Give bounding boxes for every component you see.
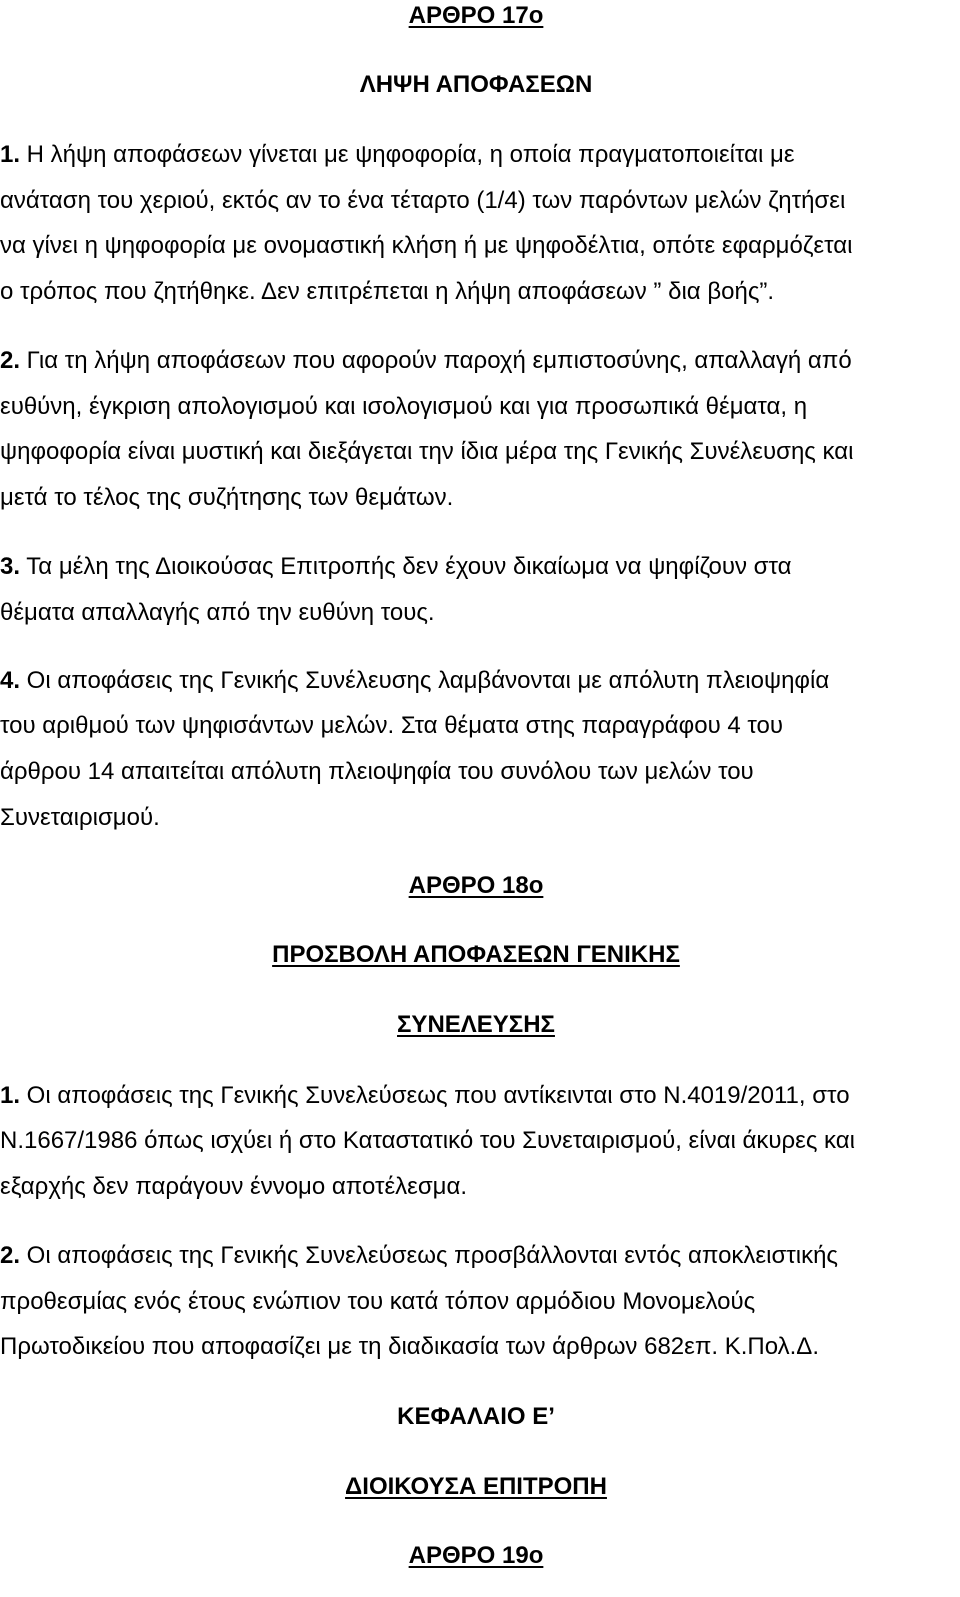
paragraph-text: Τα μέλη της Διοικούσας Επιτροπής δεν έχουν δικαίωμα να ψηφίζουν στα xyxy=(20,553,792,580)
chapter-title: ΚΕΦΑΛΑΙΟ Ε’ xyxy=(397,1403,555,1430)
article-17-title: ΑΡΘΡΟ 17ο xyxy=(408,2,544,29)
paragraph-number: 2. xyxy=(0,1242,21,1269)
paragraph-text: προθεσμίας ενός έτους ενώπιον του κατά τόπον αρμόδιου Μονομελούς xyxy=(0,1288,756,1315)
paragraph-number: 4. xyxy=(0,667,21,694)
paragraph-text: Οι αποφάσεις της Γενικής Συνελεύσεως που αντίκεινται στο Ν.4019/2011, στο xyxy=(20,1082,850,1109)
paragraph-text: Πρωτοδικείου που αποφασίζει με τη διαδικασία των άρθρων 682επ. Κ.Πολ.Δ. xyxy=(0,1333,819,1360)
paragraph-text: Οι αποφάσεις της Γενικής Συνελεύσεως προσβάλλονται εντός αποκλειστικής xyxy=(20,1242,838,1269)
paragraph-text: μετά το τέλος της συζήτησης των θεμάτων. xyxy=(0,484,454,511)
paragraph-number: 1. xyxy=(0,141,21,168)
paragraph-text: Συνεταιρισμού. xyxy=(0,804,160,831)
paragraph-number: 3. xyxy=(0,553,21,580)
paragraph-text: θέματα απαλλαγής από την ευθύνη τους. xyxy=(0,599,435,626)
paragraph-number: 2. xyxy=(0,347,21,374)
paragraph-text: άρθρου 14 απαιτείται απόλυτη πλειοψηφία του συνόλου των μελών του xyxy=(0,758,754,785)
paragraph-text: ανάταση του χεριού, εκτός αν το ένα τέταρτο (1/4) των παρόντων μελών ζητήσει xyxy=(0,187,846,214)
article-18-title: ΑΡΘΡΟ 18ο xyxy=(408,872,544,899)
article-19-title: ΑΡΘΡΟ 19ο xyxy=(408,1542,544,1569)
paragraph-text: ψηφοφορία είναι μυστική και διεξάγεται την ίδια μέρα της Γενικής Συνέλευσης και xyxy=(0,438,854,465)
paragraph-text: του αριθμού των ψηφισάντων μελών. Στα θέματα στης παραγράφου 4 του xyxy=(0,712,783,739)
article-18-subtitle-line-1: ΠΡΟΣΒΟΛΗ ΑΠΟΦΑΣΕΩΝ ΓΕΝΙΚΗΣ xyxy=(272,941,680,968)
chapter-subtitle: ΔΙΟΙΚΟΥΣΑ ΕΠΙΤΡΟΠΗ xyxy=(345,1473,607,1500)
paragraph-text: εξαρχής δεν παράγουν έννομο αποτέλεσμα. xyxy=(0,1173,468,1200)
paragraph-text: να γίνει η ψηφοφορία με ονομαστική κλήση ή με ψηφοδέλτια, οπότε εφαρμόζεται xyxy=(0,232,853,259)
paragraph-number: 1. xyxy=(0,1082,21,1109)
paragraph-text: ο τρόπος που ζητήθηκε. Δεν επιτρέπεται η λήψη αποφάσεων ” δια βοής”. xyxy=(0,278,775,305)
article-17-subtitle: ΛΗΨΗ ΑΠΟΦΑΣΕΩΝ xyxy=(359,71,593,98)
paragraph-text: Για τη λήψη αποφάσεων που αφορούν παροχή εμπιστοσύνης, απαλλαγή από xyxy=(20,347,852,374)
paragraph-text: Ν.1667/1986 όπως ισχύει ή στο Καταστατικό του Συνεταιρισμού, είναι άκυρες και xyxy=(0,1127,855,1154)
article-18-subtitle-line-2: ΣΥΝΕΛΕΥΣΗΣ xyxy=(397,1011,555,1038)
paragraph-text: Οι αποφάσεις της Γενικής Συνέλευσης λαμβάνονται με απόλυτη πλειοψηφία xyxy=(20,667,830,694)
paragraph-text: ευθύνη, έγκριση απολογισμού και ισολογισμού και για προσωπικά θέματα, η xyxy=(0,393,808,420)
paragraph-text: Η λήψη αποφάσεων γίνεται με ψηφοφορία, η οποία πραγματοποιείται με xyxy=(20,141,795,168)
